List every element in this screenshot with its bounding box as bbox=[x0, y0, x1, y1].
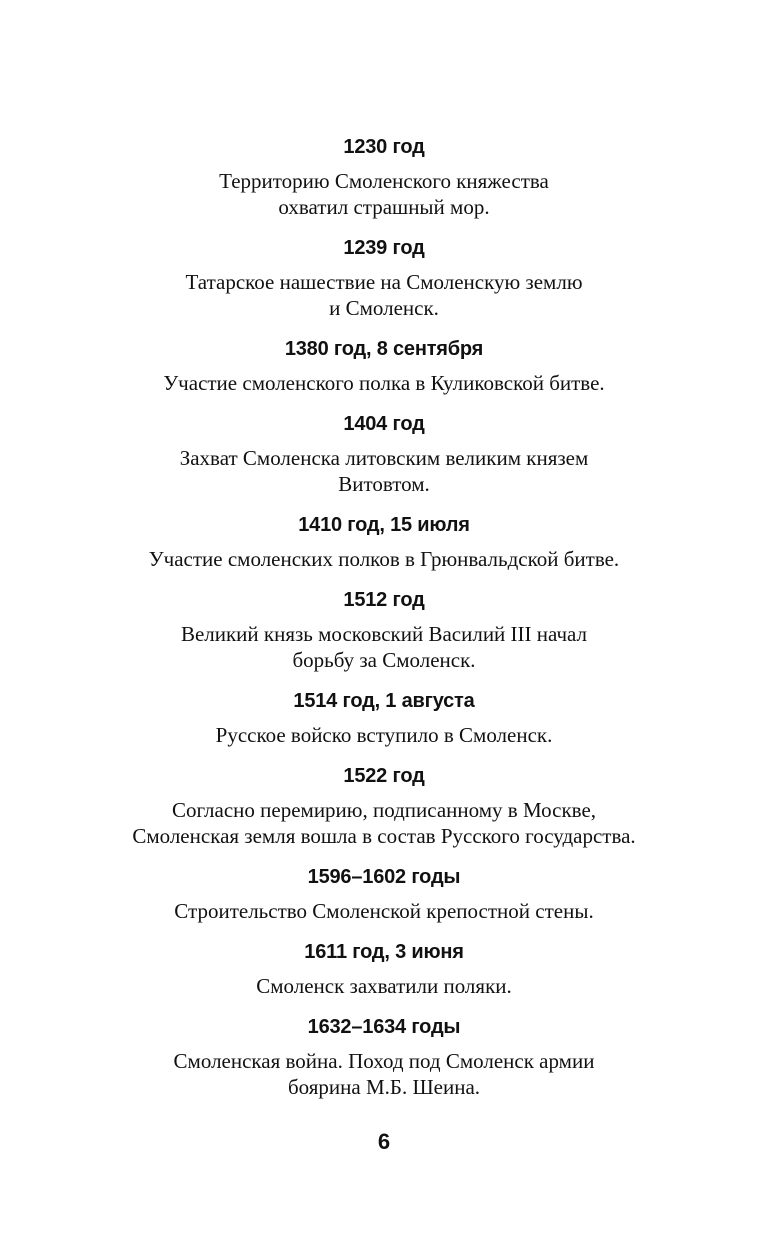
entry-description bbox=[0, 445, 768, 497]
chronology-entry bbox=[0, 763, 768, 849]
entry-date: 1512 год bbox=[343, 589, 425, 611]
chronology-entry bbox=[0, 688, 768, 748]
entry-date: 1380 год, 8 сентября bbox=[284, 338, 484, 360]
description-line: Участие смоленских полков в Грюнвальдской битве. bbox=[148, 547, 620, 571]
chronology-entry bbox=[0, 134, 768, 220]
entry-description bbox=[0, 898, 768, 924]
entry-date: 1596–1602 годы bbox=[307, 866, 461, 888]
entry-date: 1522 год bbox=[343, 765, 425, 787]
chronology-entry bbox=[0, 939, 768, 999]
entry-date: 1632–1634 годы bbox=[307, 1016, 461, 1038]
entry-date: 1230 год bbox=[343, 136, 425, 158]
description-line: Участие смоленского полка в Куликовской битве. bbox=[163, 371, 605, 395]
entry-date: 1611 год, 3 июня bbox=[304, 941, 464, 963]
chronology-entry bbox=[0, 235, 768, 321]
description-line: борьбу за Смоленск. bbox=[292, 648, 476, 672]
entry-description bbox=[0, 168, 768, 220]
chronology-entry bbox=[0, 1014, 768, 1100]
description-line: Великий князь московский Василий III начал bbox=[180, 622, 588, 646]
description-line: Смоленск захватили поляки. bbox=[256, 974, 512, 998]
entry-date: 1239 год bbox=[343, 237, 425, 259]
chronology-entry bbox=[0, 587, 768, 673]
entry-description bbox=[0, 722, 768, 748]
description-line: Русское войско вступило в Смоленск. bbox=[215, 723, 553, 747]
description-line: Захват Смоленска литовским великим князем bbox=[179, 446, 589, 470]
description-line: Согласно перемирию, подписанному в Москве, bbox=[171, 798, 597, 822]
entry-description bbox=[0, 797, 768, 849]
page-number: 6 bbox=[377, 1129, 391, 1154]
description-line: Татарское нашествие на Смоленскую землю bbox=[185, 270, 583, 294]
description-line: боярина М.Б. Шеина. bbox=[287, 1075, 481, 1099]
chronology-entry bbox=[0, 336, 768, 396]
entry-description bbox=[0, 546, 768, 572]
description-line: и Смоленск. bbox=[329, 296, 439, 320]
description-line: Территорию Смоленского княжества bbox=[219, 169, 549, 193]
description-line: Строительство Смоленской крепостной стены. bbox=[174, 899, 594, 923]
entry-description bbox=[0, 621, 768, 673]
description-line: Смоленская война. Поход под Смоленск армии bbox=[173, 1049, 595, 1073]
chronology-entry bbox=[0, 864, 768, 924]
entry-description bbox=[0, 269, 768, 321]
description-line: Витовтом. bbox=[338, 472, 430, 496]
chronology-entry bbox=[0, 411, 768, 497]
entry-date: 1404 год bbox=[343, 413, 425, 435]
chronology-entry bbox=[0, 512, 768, 572]
entry-date: 1410 год, 15 июля bbox=[298, 514, 470, 536]
entry-description bbox=[0, 973, 768, 999]
description-line: Смоленская земля вошла в состав Русского государства. bbox=[132, 824, 636, 848]
entry-description bbox=[0, 370, 768, 396]
entry-date: 1514 год, 1 августа bbox=[293, 690, 475, 712]
description-line: охватил страшный мор. bbox=[278, 195, 490, 219]
entry-description bbox=[0, 1048, 768, 1100]
chronology-list bbox=[0, 134, 768, 1100]
